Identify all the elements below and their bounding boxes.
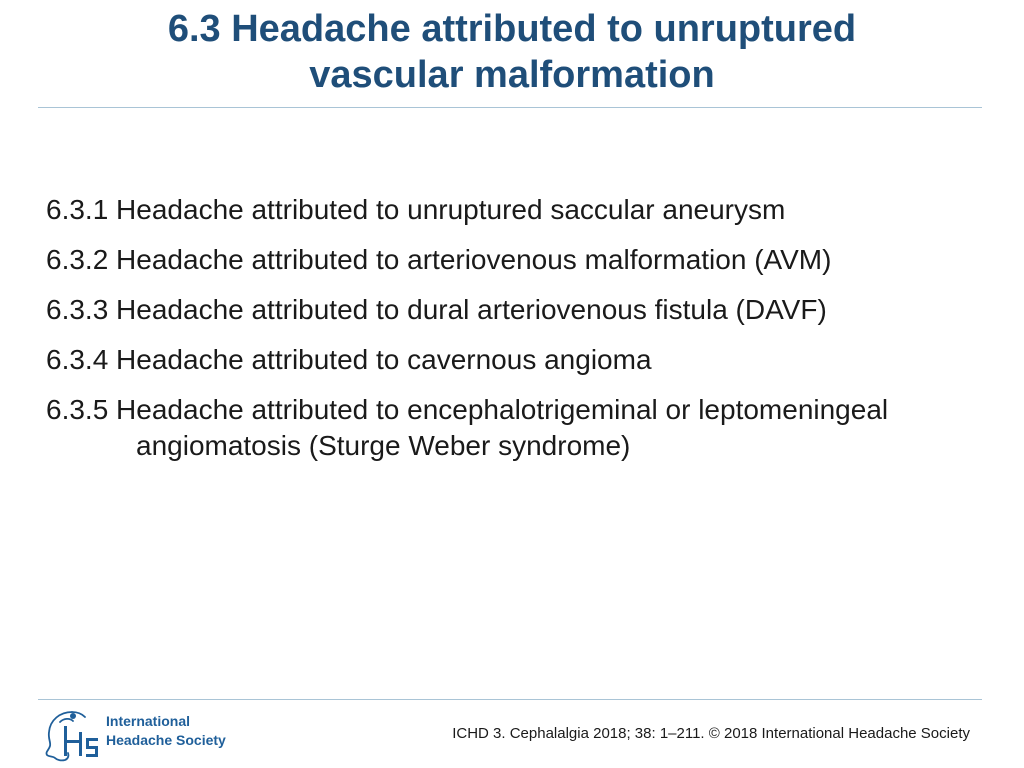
list-item-text: 6.3.3 Headache attributed to dural arteriovenous fistula (DAVF)	[46, 294, 827, 325]
list-item	[46, 392, 1016, 464]
slide-title-line2: vascular malformation	[309, 54, 715, 96]
logo-wordmark	[106, 712, 226, 750]
list-item-continuation: angiomatosis (Sturge Weber syndrome)	[136, 430, 631, 461]
logo-line1: International	[106, 713, 191, 729]
list-item	[46, 292, 1016, 328]
footer-citation: ICHD 3. Cephalalgia 2018; 38: 1–211. © 2018 International Headache Society	[452, 725, 970, 742]
footer-divider	[38, 699, 982, 700]
list-item-text: 6.3.1 Headache attributed to unruptured saccular aneurysm	[46, 194, 786, 225]
item-list	[46, 192, 1016, 478]
ihs-logo	[42, 708, 232, 762]
slide-title	[0, 6, 1024, 98]
list-item-text: 6.3.4 Headache attributed to cavernous angioma	[46, 344, 652, 375]
logo-line2: Headache Society	[106, 732, 226, 748]
title-divider	[38, 107, 982, 108]
list-item	[46, 342, 1016, 378]
slide-title-line1: 6.3 Headache attributed to unruptured	[167, 8, 857, 50]
list-item-text: 6.3.5 Headache attributed to encephalotrigeminal or leptomeningeal	[46, 394, 889, 425]
list-item	[46, 242, 1016, 278]
list-item-text: 6.3.2 Headache attributed to arteriovenous malformation (AVM)	[46, 244, 832, 275]
ihs-head-logo-icon	[42, 708, 102, 762]
list-item	[46, 192, 1016, 228]
